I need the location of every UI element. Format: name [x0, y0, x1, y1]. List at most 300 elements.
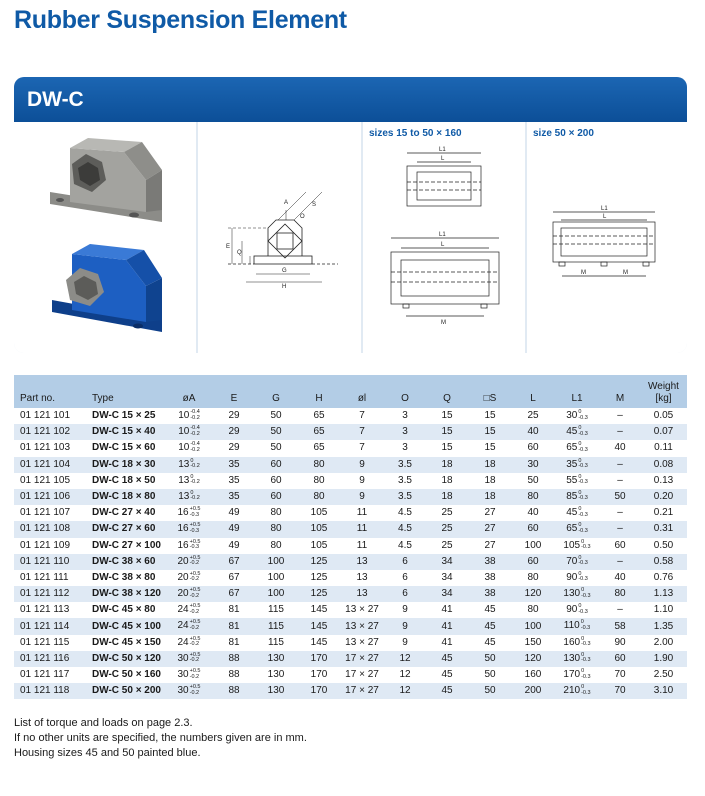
cell-m: 70: [614, 669, 626, 681]
tolerance-upper: +0.5: [189, 506, 201, 513]
cell-weight: 0.05: [653, 410, 674, 422]
cell-part-no: 01 121 102: [20, 426, 71, 438]
cell-weight: 3.10: [653, 685, 674, 697]
cell-h: 105: [310, 507, 328, 519]
cell-l: 160: [524, 669, 542, 681]
cell-i: 17 × 27: [345, 685, 379, 697]
tolerance-upper: 0: [580, 619, 584, 626]
cell-m: –: [617, 555, 623, 567]
cell-type: DW-C 15 × 40: [92, 426, 156, 438]
tolerance: [190, 572, 201, 583]
cell-l: 50: [527, 474, 539, 486]
cell-l: 80: [527, 491, 539, 503]
cell-part-no: 01 121 105: [20, 474, 71, 486]
dim-label: L: [441, 156, 445, 162]
cell-e: 88: [228, 669, 240, 681]
cell-i: 9: [359, 474, 365, 486]
cell-o: 6: [402, 555, 408, 567]
cell-h: 65: [313, 426, 325, 438]
cell-q: 41: [441, 604, 453, 616]
tolerance-upper: 0: [581, 668, 585, 675]
cell-i: 7: [359, 410, 365, 422]
tolerance: [578, 572, 587, 583]
cell-s: 38: [484, 571, 496, 583]
cell-l: 150: [524, 636, 542, 648]
dim-label: A: [284, 200, 289, 206]
cell-m: 60: [614, 652, 626, 664]
cell-s: 50: [484, 669, 496, 681]
cell-i: 17 × 27: [345, 669, 379, 681]
cell-i: 13 × 27: [345, 620, 379, 632]
cell-q: 25: [441, 523, 453, 535]
tolerance-lower: -0.3: [581, 689, 591, 696]
cell-g: 80: [270, 523, 282, 535]
cell-q: 45: [441, 669, 453, 681]
large-size-panel: [527, 122, 687, 353]
small-size-drawing: [363, 122, 525, 353]
cell-h: 80: [313, 458, 325, 470]
cell-l1: [554, 521, 600, 537]
cell-s: 18: [484, 474, 496, 486]
cell-l1: [554, 538, 600, 554]
cell-a: [164, 635, 214, 651]
cell-part-no: 01 121 111: [20, 571, 69, 583]
cell-l1: [554, 440, 600, 456]
cell-i: 7: [359, 426, 365, 438]
tolerance: [578, 410, 587, 421]
tolerance-lower: -0.3: [578, 511, 588, 518]
tolerance: [581, 620, 590, 631]
tolerance-upper: +0.5: [189, 651, 201, 658]
tolerance-lower: -0.2: [189, 560, 200, 567]
tolerance: [190, 588, 201, 599]
table-row: [14, 651, 687, 667]
cell-e: 49: [228, 539, 240, 551]
cell-e: 67: [228, 555, 240, 567]
cell-i: 13: [356, 555, 368, 567]
cell-m: 40: [614, 442, 626, 454]
cell-s: 45: [484, 604, 496, 616]
cell-q: 41: [441, 636, 453, 648]
dim-label: O: [300, 214, 305, 220]
tolerance: [190, 523, 201, 534]
tolerance-upper: 0: [581, 651, 585, 658]
cell-part-no: 01 121 109: [20, 539, 71, 551]
note-line: List of torque and loads on page 2.3.: [14, 717, 193, 729]
cell-type: DW-C 50 × 160: [92, 669, 161, 681]
cell-h: 65: [313, 410, 325, 422]
dim-label: L: [603, 214, 607, 220]
table-row: [14, 570, 687, 586]
dim-label: Q: [237, 250, 242, 256]
tolerance: [190, 685, 201, 696]
tolerance: [581, 685, 590, 696]
cell-l1: [554, 505, 600, 521]
cell-i: 13: [356, 571, 368, 583]
cell-type: DW-C 45 × 150: [92, 636, 161, 648]
tolerance: [581, 588, 590, 599]
cell-part-no: 01 121 110: [20, 555, 70, 567]
cell-o: 4.5: [398, 539, 412, 551]
cell-o: 3.5: [398, 458, 412, 470]
cell-q: 18: [441, 491, 453, 503]
note-line: If no other units are specified, the numbers given are in mm.: [14, 732, 307, 744]
dim-label: M: [623, 270, 628, 276]
cell-a: [164, 618, 214, 634]
tolerance-upper: +0.5: [189, 684, 201, 691]
cell-type: DW-C 38 × 120: [92, 588, 161, 600]
product-card: [14, 77, 687, 353]
cell-l1: [554, 408, 600, 424]
cell-g: 130: [267, 652, 285, 664]
tolerance-upper: 0: [578, 489, 582, 496]
cell-type: DW-C 50 × 200: [92, 685, 161, 697]
cell-m: 80: [614, 588, 626, 600]
cell-l: 100: [524, 539, 542, 551]
dim-label: M: [581, 270, 586, 276]
cell-a: [164, 457, 214, 473]
cell-m: –: [617, 410, 623, 422]
cell-type: DW-C 15 × 25: [92, 410, 156, 422]
cell-s: 27: [484, 539, 496, 551]
cell-type: DW-C 45 × 80: [92, 604, 156, 616]
cell-a: [164, 683, 214, 699]
cell-i: 7: [359, 442, 365, 454]
cell-g: 130: [267, 685, 285, 697]
small-size-caption: sizes 15 to 50 × 160: [369, 128, 462, 139]
col-type: Type: [92, 393, 114, 404]
cell-type: DW-C 27 × 100: [92, 539, 161, 551]
cell-q: 25: [441, 539, 453, 551]
cell-o: 12: [399, 669, 411, 681]
cell-l: 120: [524, 652, 542, 664]
cell-value: 55: [566, 474, 578, 486]
cell-value: 13: [178, 474, 190, 486]
cell-value: 160: [563, 636, 581, 648]
cell-h: 65: [313, 442, 325, 454]
col-l: L: [530, 393, 536, 404]
tolerance: [578, 426, 587, 437]
cell-h: 125: [310, 588, 328, 600]
tolerance-upper: 0: [190, 457, 194, 464]
cell-e: 29: [228, 426, 240, 438]
cell-l: 60: [527, 555, 539, 567]
cell-l1: [554, 602, 600, 618]
tolerance-upper: 0: [578, 522, 582, 529]
cell-value: 210: [563, 685, 581, 697]
cell-a: [164, 651, 214, 667]
cell-e: 67: [228, 588, 240, 600]
cell-value: 10: [178, 426, 190, 438]
table-row: [14, 473, 687, 489]
tolerance: [190, 637, 201, 648]
cell-m: 50: [614, 491, 626, 503]
dim-label: G: [282, 268, 287, 274]
cell-o: 12: [399, 652, 411, 664]
cell-q: 18: [441, 458, 453, 470]
cell-weight: 0.50: [653, 539, 674, 551]
tolerance-upper: 0: [578, 425, 582, 432]
cell-value: 30: [177, 685, 189, 697]
tolerance-upper: 0: [578, 554, 582, 561]
cell-value: 30: [177, 652, 189, 664]
cell-g: 60: [270, 474, 282, 486]
tolerance-upper: 0: [578, 409, 582, 416]
tolerance-upper: 0: [581, 635, 585, 642]
cell-s: 45: [484, 636, 496, 648]
card-header: [14, 77, 687, 122]
tolerance-upper: -0.4: [190, 409, 200, 416]
cell-value: 30: [177, 669, 189, 681]
product-photo-panel: [14, 122, 196, 353]
tolerance-lower: -0.2: [189, 657, 200, 664]
col-s: □S: [483, 393, 497, 404]
dim-label: L1: [439, 147, 446, 153]
cell-value: 13: [178, 491, 190, 503]
large-size-drawing: [527, 122, 687, 353]
cell-i: 13 × 27: [345, 604, 379, 616]
tolerance: [190, 507, 201, 518]
cell-value: 16: [177, 523, 189, 535]
cell-a: [164, 586, 214, 602]
dimension-drawing: [198, 122, 361, 353]
cell-m: –: [617, 474, 623, 486]
cell-value: 45: [566, 426, 578, 438]
cell-g: 50: [270, 410, 282, 422]
cell-h: 125: [310, 571, 328, 583]
tolerance: [190, 669, 201, 680]
cell-value: 90: [566, 604, 578, 616]
cell-weight: 0.13: [653, 474, 674, 486]
cell-type: DW-C 27 × 40: [92, 507, 156, 519]
cell-weight: 0.76: [653, 571, 674, 583]
cell-e: 88: [228, 685, 240, 697]
cell-type: DW-C 18 × 50: [92, 474, 156, 486]
tolerance: [190, 426, 199, 437]
tolerance-upper: +0.5: [189, 587, 201, 594]
tolerance-upper: +0.5: [189, 635, 201, 642]
tolerance-lower: -0.3: [578, 527, 588, 534]
tolerance: [581, 669, 590, 680]
table-row: [14, 424, 687, 440]
cell-s: 15: [484, 426, 496, 438]
cell-value: 10: [178, 442, 190, 454]
cell-i: 9: [359, 458, 365, 470]
tolerance: [190, 604, 201, 615]
cell-e: 35: [228, 474, 240, 486]
card-body: [14, 122, 687, 353]
cell-part-no: 01 121 112: [20, 588, 70, 600]
cell-q: 34: [441, 588, 453, 600]
cell-l1: [554, 651, 600, 667]
cell-g: 50: [270, 442, 282, 454]
tolerance-lower: -0.3: [578, 463, 588, 470]
cell-h: 145: [310, 636, 328, 648]
cell-value: 90: [566, 572, 578, 584]
tolerance-upper: +0.5: [189, 522, 201, 529]
product-photo: [14, 122, 196, 353]
tolerance-lower: -0.2: [190, 495, 200, 502]
tolerance: [578, 507, 587, 518]
tolerance-upper: 0: [578, 441, 582, 448]
cell-s: 15: [484, 442, 496, 454]
cell-q: 25: [441, 507, 453, 519]
tolerance-lower: -0.3: [578, 414, 588, 421]
cell-i: 17 × 27: [345, 652, 379, 664]
tolerance-upper: -0.4: [190, 425, 200, 432]
cell-l1: [554, 554, 600, 570]
tolerance-lower: -0.3: [580, 624, 591, 631]
spec-table: [14, 375, 687, 699]
cell-type: DW-C 38 × 60: [92, 555, 156, 567]
cell-l1: [554, 683, 600, 699]
cell-weight: 1.13: [653, 588, 674, 600]
tolerance-lower: -0.3: [578, 560, 588, 567]
cell-e: 88: [228, 652, 240, 664]
dim-label: H: [282, 284, 287, 290]
cell-m: 60: [614, 539, 626, 551]
cell-l1: [554, 667, 600, 683]
table-row: [14, 667, 687, 683]
cell-g: 50: [270, 426, 282, 438]
cell-a: [164, 424, 214, 440]
cell-q: 15: [441, 442, 453, 454]
cell-q: 34: [441, 555, 453, 567]
cell-e: 67: [228, 571, 240, 583]
cell-m: 58: [614, 620, 626, 632]
dim-label: M: [441, 320, 446, 326]
tolerance: [190, 410, 199, 421]
cell-q: 41: [441, 620, 453, 632]
cell-m: 40: [614, 571, 626, 583]
cell-e: 81: [228, 636, 240, 648]
tolerance-lower: -0.3: [581, 544, 591, 551]
tolerance: [190, 491, 199, 502]
cell-part-no: 01 121 114: [20, 620, 70, 632]
cell-value: 16: [177, 539, 189, 551]
cell-l1: [554, 489, 600, 505]
tolerance: [190, 475, 199, 486]
cell-l1: [554, 570, 600, 586]
cell-l1: [554, 635, 600, 651]
tolerance-upper: 0: [190, 489, 194, 496]
table-header-row: [14, 375, 687, 408]
cell-i: 11: [356, 507, 368, 519]
tolerance-lower: -0.3: [581, 641, 591, 648]
tolerance-lower: -0.2: [189, 673, 200, 680]
cell-i: 11: [356, 539, 368, 551]
cell-m: 90: [614, 636, 626, 648]
tolerance: [578, 491, 587, 502]
cell-weight: 2.00: [653, 636, 674, 648]
cell-h: 80: [313, 474, 325, 486]
cell-s: 27: [484, 507, 496, 519]
cell-q: 45: [441, 652, 453, 664]
table-row: [14, 457, 687, 473]
cell-type: DW-C 18 × 30: [92, 458, 156, 470]
tolerance-lower: -0.2: [189, 689, 200, 696]
cell-value: 24: [177, 620, 189, 632]
table-row: [14, 521, 687, 537]
cell-q: 15: [441, 410, 453, 422]
card-title: DW-C: [27, 88, 84, 111]
cell-l: 60: [527, 523, 539, 535]
cell-o: 3: [402, 426, 408, 438]
tolerance: [578, 442, 587, 453]
cell-a: [164, 570, 214, 586]
small-size-panel: [363, 122, 525, 353]
tolerance-upper: +0.5: [189, 603, 201, 610]
cell-m: –: [617, 604, 623, 616]
tolerance: [190, 556, 201, 567]
cell-value: 65: [566, 442, 578, 454]
cell-o: 12: [399, 685, 411, 697]
cell-type: DW-C 18 × 80: [92, 491, 156, 503]
cell-q: 15: [441, 426, 453, 438]
cell-e: 35: [228, 491, 240, 503]
cell-o: 3.5: [398, 474, 412, 486]
cell-e: 81: [228, 604, 240, 616]
cell-m: –: [617, 523, 623, 535]
cell-part-no: 01 121 118: [20, 685, 70, 697]
cell-l1: [554, 457, 600, 473]
cell-m: 70: [614, 685, 626, 697]
large-size-caption: size 50 × 200: [533, 128, 594, 139]
tolerance-lower: -0.3: [581, 592, 591, 599]
cell-part-no: 01 121 103: [20, 442, 71, 454]
tolerance-lower: -0.3: [578, 576, 588, 583]
tolerance: [190, 442, 199, 453]
tolerance: [581, 637, 590, 648]
tolerance-lower: -0.3: [189, 527, 200, 534]
table-row: [14, 489, 687, 505]
cell-g: 115: [268, 620, 284, 632]
cell-s: 50: [484, 652, 496, 664]
dim-label: E: [226, 244, 231, 250]
table-row: [14, 505, 687, 521]
tolerance-upper: +0.5: [189, 668, 201, 675]
cell-o: 3.5: [398, 491, 412, 503]
cell-o: 9: [402, 604, 408, 616]
table-row: [14, 683, 687, 699]
cell-value: 35: [566, 458, 578, 470]
cell-value: 65: [566, 523, 578, 535]
cell-weight: 1.90: [653, 652, 674, 664]
cell-g: 60: [270, 458, 282, 470]
weight-unit: [kg]: [655, 393, 672, 404]
cell-a: [164, 473, 214, 489]
cell-value: 20: [177, 555, 189, 567]
cell-l: 200: [524, 685, 542, 697]
tolerance: [581, 653, 590, 664]
cell-s: 15: [484, 410, 496, 422]
tolerance-upper: +0.5: [189, 554, 201, 561]
cell-s: 38: [484, 555, 496, 567]
col-m: M: [615, 393, 625, 404]
cell-o: 3: [402, 410, 408, 422]
cell-weight: 1.10: [653, 604, 674, 616]
cell-q: 34: [441, 571, 453, 583]
dim-label: L1: [601, 206, 608, 212]
cell-g: 80: [270, 539, 282, 551]
col-weight: [640, 375, 687, 408]
table-row: [14, 618, 687, 634]
cell-a: [164, 440, 214, 456]
cell-i: 11: [356, 523, 368, 535]
tolerance-lower: -0.3: [578, 495, 588, 502]
tolerance-upper: 0: [578, 506, 582, 513]
cell-a: [164, 554, 214, 570]
